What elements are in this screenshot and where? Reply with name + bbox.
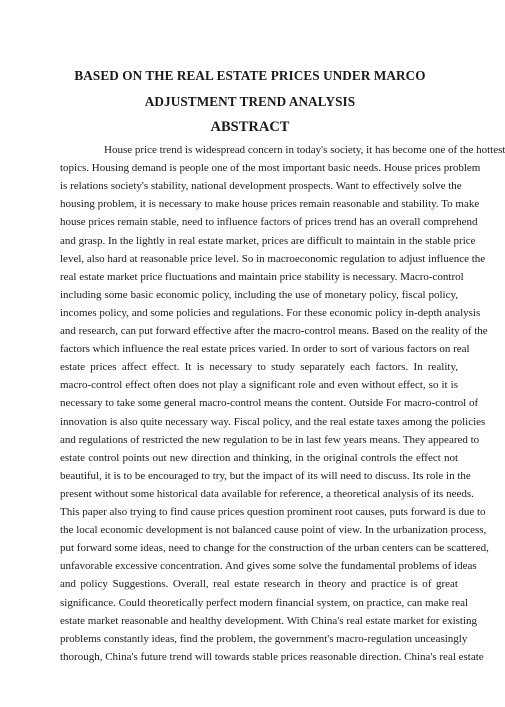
abstract-line: thorough, China's future trend will towards stable prices reasonable direction. China's real estate xyxy=(60,650,484,663)
abstract-line: estate control points out new direction and thinking, in the original controls the effect not xyxy=(60,451,458,464)
abstract-line: including some basic economic policy, including the use of monetary policy, fiscal policy, xyxy=(60,288,458,301)
abstract-line: innovation is also quite necessary way. Fiscal policy, and the real estate taxes among the policies xyxy=(60,415,486,428)
abstract-line: is relations society's stability, national development prospects. Want to effectively solve the xyxy=(60,180,462,193)
abstract-line: topics. Housing demand is people one of the most important basic needs. House prices problem xyxy=(60,162,481,175)
abstract-line: This paper also trying to find cause prices question prominent root causes, puts forward is due to xyxy=(60,506,486,518)
abstract-line: housing problem, it is necessary to make house prices remain reasonable and stability. To make xyxy=(60,198,480,211)
abstract-line: factors which influence the real estate prices varied. In order to sort of various factors on real xyxy=(60,343,470,356)
abstract-line: macro-control effect often does not play a significant role and even without effect, so it is xyxy=(60,379,458,392)
abstract-line: and research, can put forward effective after the macro-control means. Based on the reality of the xyxy=(60,325,488,337)
abstract-line: and regulations of restricted the new regulation to be in last few years means. They appeared to xyxy=(60,433,480,446)
abstract-line: real estate market price fluctuations and maintain price stability is necessary. Macro-control xyxy=(60,270,464,283)
abstract-line: unfavorable excessive concentration. And gives some solve the fundamental problems of ideas xyxy=(60,560,477,573)
abstract-heading: ABSTRACT xyxy=(210,119,290,135)
abstract-line: beautiful, it is to be encouraged to try, but the impact of its will need to discuss. Its role in the xyxy=(60,469,471,482)
abstract-line: and grasp. In the lightly in real estate market, prices are difficult to maintain in the stable price xyxy=(60,234,476,247)
document-title-line-1: BASED ON THE REAL ESTATE PRICES UNDER MARCO xyxy=(74,68,426,83)
abstract-line: present without some historical data available for reference, a theoretical analysis of its needs. xyxy=(60,487,474,500)
abstract-line: house prices remain stable, need to influence factors of prices trend has an overall comprehend xyxy=(60,216,478,229)
abstract-line: incomes policy, and some policies and regulations. For these economic policy in-depth analysis xyxy=(60,306,481,319)
abstract-line: estate market reasonable and healthy development. With China's real estate market for existing xyxy=(60,614,478,627)
abstract-line: the local economic development is not balanced cause point of view. In the urbanization process, xyxy=(60,524,487,537)
abstract-line: House price trend is widespread concern in today's society, it has become one of the hottest xyxy=(104,144,505,156)
abstract-line: significance. Could theoretically perfect modern financial system, on practice, can make real xyxy=(60,596,469,609)
abstract-line: problems constantly ideas, find the problem, the government's macro-regulation unceasingly xyxy=(60,632,468,645)
abstract-line: level, also hard at reasonable price level. So in macroeconomic regulation to adjust influence the xyxy=(60,252,486,265)
abstract-line: put forward some ideas, need to change for the construction of the urban centers can be scattered, xyxy=(60,542,489,555)
abstract-line: necessary to take some general macro-control means the content. Outside For macro-control of xyxy=(60,397,479,410)
abstract-line: and policy Suggestions. Overall, real estate research in theory and practice is of great xyxy=(60,578,458,591)
abstract-line: estate prices affect effect. It is necessary to study separately each factors. In reality, xyxy=(60,361,458,374)
document-title-line-2: ADJUSTMENT TREND ANALYSIS xyxy=(144,94,356,109)
